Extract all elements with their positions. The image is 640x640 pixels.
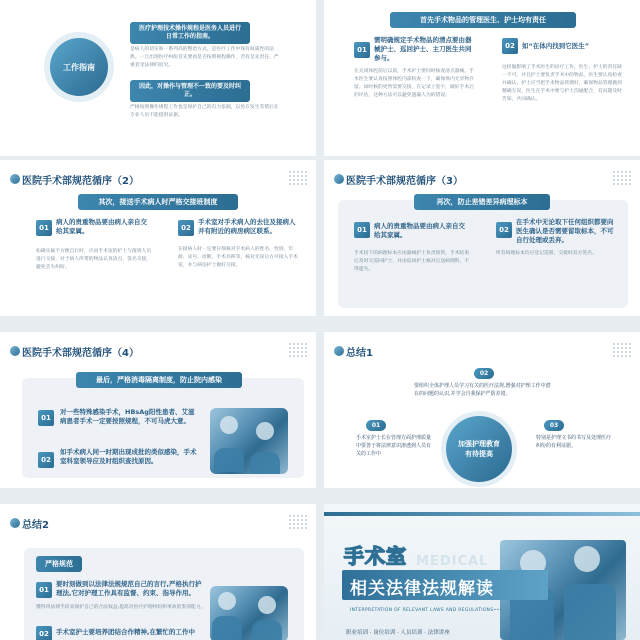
cover-subtitle: INTERPRETATION OF RELEVANT LAWS AND REGULATIONS••• (350, 608, 503, 613)
slide-items-management (324, 0, 640, 156)
summary1-num-1: 01 (366, 420, 386, 431)
summary1-text-1: 手术室护士长在管理方面护理质量中要善于将法律意识渗透到人员有关的工作中 (356, 435, 432, 457)
guide-text-1: 是病人的切实和一系列高的整治方式，是医疗工作中保有权威性的法典。一旦出现医疗纠纷首先要看是否按照规程操作，若有是先责任，严重者受法律的追究。 (130, 47, 279, 68)
slide-procedure-4 (0, 332, 316, 488)
dots-decoration (288, 170, 308, 186)
title-dot-icon (334, 346, 344, 356)
dots-decoration (612, 170, 632, 186)
photo-shape (214, 448, 244, 472)
title-dot-icon (10, 346, 20, 356)
procedure2-title-2: 手术室对手术病人的去往及接病人并有附近的病房病区联系。 (198, 218, 296, 235)
procedure3-body-1: 手术切下的病理标本应由器械护士负责保管，手术结束后及时交巡回护士，并由巡回护士核对后送病理科，不得遗失。 (354, 251, 470, 272)
cover-title: 相关法律法规解读 (350, 579, 494, 599)
procedure2-body-2: 在接病人时一定要仔细核对手术病人的姓名、性别、年龄、床号、诊断、手术名称等，核对无误后方可接入手术室，并与病房护士做好交接。 (178, 247, 298, 268)
procedure2-num-2: 02 (178, 220, 194, 236)
slide-summary-2 (0, 504, 316, 640)
guide-circle (50, 38, 108, 96)
slide-summary-1 (324, 332, 640, 488)
photo-shape (218, 592, 236, 610)
slide-title: 医院手术部规范循序（3） (346, 176, 463, 187)
cover-watermark: MEDICAL (416, 554, 489, 569)
summary2-num-1: 01 (36, 582, 52, 598)
photo-shape (252, 620, 282, 640)
slide-title: 医院手术部规范循序（2） (22, 176, 139, 187)
photo-shape (574, 546, 600, 572)
procedure3-title-2: 在手术中无论取下任何组织都要向医生确认是否需要留取标本，不可自行处理或丢弃。 (516, 218, 614, 244)
slide-procedure-2 (0, 160, 316, 316)
surgery-photo (210, 586, 288, 640)
slide-title: 总结2 (22, 520, 49, 531)
summary1-num-3: 03 (544, 420, 564, 431)
cover-bar (324, 512, 640, 516)
procedure2-title-1: 病人的贵重物品要由病人亲自交给其家属。 (56, 218, 147, 235)
items-body-1: 在关闭体腔前后以前，手术护士要同时核查清点器械，手术医生要认真按照体腔内部检查一下，确保体内无异物存留。如时候的更替需要交接，在记录上签字，做好手术后的评估，这种方法可以避免遗漏人为的错误。 (354, 69, 474, 98)
items-num-1: 01 (354, 42, 370, 58)
dots-decoration (288, 342, 308, 358)
summary1-text-2: 要组织全体护理人员学习有关的医疗法规,增强对护理工作中潜在的问题的认识,并学会自我保护严防差错。 (414, 383, 551, 397)
summary2-title-1: 要时刻做到以法律法规规范自己的言行,严格执行护理法,它对护理工作具有监督、约束、指导作用。 (56, 580, 202, 597)
summary1-circle (446, 416, 512, 482)
surgery-photo (210, 408, 288, 474)
photo-shape (564, 584, 616, 640)
guide-pill-1: 医疗护理技术操作规程是医务人员进行日常工作的指南。 (130, 22, 250, 44)
photo-shape (212, 616, 242, 640)
procedure4-pill: 最后，严格消毒隔离制度，防止院内感染 (76, 372, 242, 388)
summary2-body-1: 懂得用法律手段来保护自己的合法权益,提高对医疗护理纠纷和事故的鉴别能力。 (36, 605, 206, 610)
procedure3-body-2: 所有病理标本均应登记造册，交接时双方签名。 (496, 251, 597, 256)
procedure3-title-1: 病人的贵重物品要由病人亲自交给其家属。 (374, 222, 465, 239)
slide-procedure-3 (324, 160, 640, 316)
procedure2-pill: 其次，接送手术病人时严格交接班制度 (78, 194, 238, 210)
photo-shape (250, 452, 280, 474)
dots-decoration (612, 342, 632, 358)
guide-text-2: 严格按照操作规程工作也是保护自己的有力依据，以免在发生差错后在专业人员不能提供证据。 (130, 105, 279, 118)
summary1-num-2: 02 (474, 368, 494, 379)
procedure4-num-2: 02 (38, 452, 54, 468)
items-num-2: 02 (502, 38, 518, 54)
guide-circle-label: 工作指南 (63, 62, 95, 72)
procedure4-title-1: 对一些特殊感染手术，HBsAg阳性患者、艾滋病患者手术一定要按照规程，不可马虎大意。 (60, 408, 195, 425)
summary2-title-2: 手术室护士要培养团结合作精神,在繁忙的工作中 (56, 628, 195, 636)
procedure2-body-1: 如确实属不方便自行时，应由手术室的护士与值班人员进行交接，对于病人所带的物品认真清点，签名交接，避免丢失纠纷。 (36, 249, 152, 270)
photo-shape (258, 596, 276, 614)
cover-footer: 职业培训 · 岗位培训 · 人员培训 · 法律讲座 (346, 630, 450, 636)
cover-dept: 手术室 (344, 544, 407, 568)
photo-shape (220, 416, 238, 434)
title-dot-icon (10, 518, 20, 528)
summary1-text-3: 特别是护理文书的书写及处理医疗纠纷的有利证据。 (536, 435, 612, 449)
items-title-1: 需明确规定手术物品的清点要由器械护士、巡回护士、主刀医生共同参与。 (374, 36, 472, 62)
procedure3-num-1: 01 (354, 222, 370, 238)
slide-title: 总结1 (346, 348, 373, 359)
summary1-circle-label: 加强护理教育有待提高 (458, 440, 500, 458)
items-body-2: 这样做影响了手术医生的诊疗工作，医生、护士的责任缺一不可，并且护士要负责手术中的物品，医生要认真检查并确认。护士应当把手术物品管理好，确保物品管理做到精确无误，医生在手术中要与护士沟通配合，有问题及时告知，共同确认。 (502, 65, 622, 102)
guide-pill-2: 因此，对操作与管理不一致的要及时纠正。 (130, 80, 250, 102)
title-dot-icon (10, 174, 20, 184)
items-title-2: 如“在体内找到它医生” (522, 42, 590, 50)
items-pill: 首先手术物品的管理医生、护士均有责任 (390, 12, 576, 28)
procedure3-pill: 再次，防止差错差异病理标本 (414, 194, 550, 210)
photo-shape (256, 422, 274, 440)
procedure2-num-1: 01 (36, 220, 52, 236)
title-dot-icon (334, 174, 344, 184)
procedure4-title-2: 如手术病人同一时期出现成批的类似感染，手术室科室领导应及时组织查找原因。 (60, 448, 197, 465)
slide-cover (324, 504, 640, 640)
slide-work-guide (0, 0, 316, 156)
summary2-num-2: 02 (36, 626, 52, 640)
summary2-pill: 严格规范 (36, 556, 82, 572)
dots-decoration (288, 514, 308, 530)
procedure4-num-1: 01 (38, 410, 54, 426)
slide-title: 医院手术部规范循序（4） (22, 348, 139, 359)
procedure3-num-2: 02 (496, 222, 512, 238)
